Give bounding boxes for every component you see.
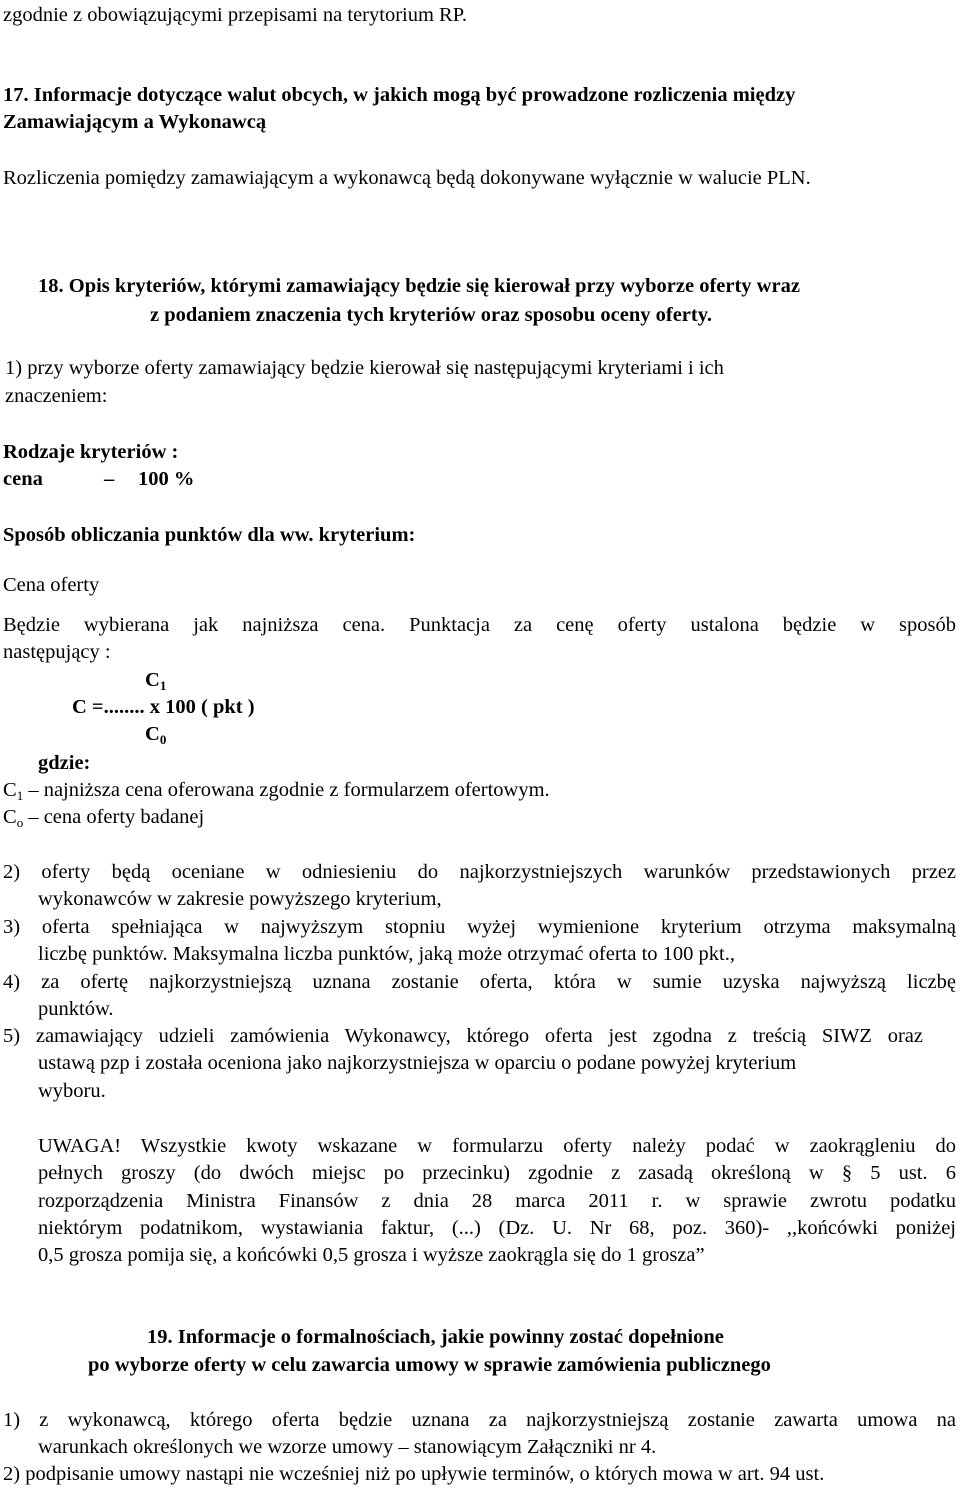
point-2-cont: wykonawców w zakresie powyższego kryterium, xyxy=(38,888,442,910)
s19-point-1: 1) z wykonawcą, którego oferta będzie uznana za najkorzystniejszą zostanie zawarta umowa na xyxy=(3,1409,956,1431)
section-18-title: 18. Opis kryteriów, którymi zamawiający będzie się kierował przy wyborze oferty wraz xyxy=(38,275,800,297)
note-line-3: rozporządzenia Ministra Finansów z dnia 28 marca 2011 r. w sprawie zwrotu podatku xyxy=(38,1190,956,1212)
formula-denominator-sub: 0 xyxy=(159,732,167,747)
section-19-title: 19. Informacje o formalnościach, jakie powinny zostać dopełnione xyxy=(147,1326,724,1348)
criteria-weight: 100 % xyxy=(138,468,195,490)
formula-denominator xyxy=(145,722,166,746)
criteria-intro: 1) przy wyborze oferty zamawiający będzie kierował się następującymi kryteriami i ich xyxy=(5,357,724,379)
section-17-body: Rozliczenia pomiędzy zamawiającym a wykonawcą będą dokonywane wyłącznie w walucie PLN. xyxy=(3,167,811,189)
point-3-cont: liczbę punktów. Maksymalna liczba punktów, jaką może otrzymać oferta to 100 pkt., xyxy=(38,943,735,965)
definition-co-sub: o xyxy=(16,815,24,830)
point-2: 2) oferty będą oceniane w odniesieniu do najkorzystniejszych warunków przedstawionych przez xyxy=(3,861,956,883)
point-4: 4) za ofertę najkorzystniejszą uznana zostanie oferta, która w sumie uzyska najwyższą liczbę xyxy=(3,971,956,993)
formula-denominator-letter: C xyxy=(145,723,160,745)
formula-numerator-sub: 1 xyxy=(159,678,167,693)
point-5-cont2: wyboru. xyxy=(38,1080,106,1102)
s19-point-1-cont: warunkach określonych we wzorze umowy – stanowiącym Załączniki nr 4. xyxy=(38,1436,657,1458)
note-line-4: niektórym podatnikom, wystawiania faktur, (...) (Dz. U. Nr 68, poz. 360)- ,,końcówki poniżej xyxy=(38,1217,956,1239)
criteria-heading: Rodzaje kryteriów : xyxy=(3,441,179,463)
definition-co xyxy=(3,805,204,829)
note-line-1: UWAGA! Wszystkie kwoty wskazane w formularzu oferty należy podać w zaokrągleniu do xyxy=(38,1135,956,1157)
formula-numerator xyxy=(145,668,166,692)
formula-main: C =........ x 100 ( pkt ) xyxy=(72,696,255,718)
rule-text-cont: następujący : xyxy=(3,641,111,663)
definition-co-letter: C xyxy=(3,806,17,828)
rule-text: Będzie wybierana jak najniższa cena. Punktacja za cenę oferty ustalona będzie w sposób xyxy=(3,614,956,636)
definition-c1-text: – najniższa cena oferowana zgodnie z formularzem ofertowym. xyxy=(23,779,550,801)
criteria-name: cena xyxy=(3,468,43,490)
intro-line: zgodnie z obowiązującymi przepisami na terytorium RP. xyxy=(3,4,467,26)
section-17-title-cont: Zamawiającym a Wykonawcą xyxy=(3,111,267,133)
point-3: 3) oferta spełniająca w najwyższym stopniu wyżej wymienione kryterium otrzyma maksymalną xyxy=(3,916,956,938)
criteria-dash: – xyxy=(104,468,115,490)
point-4-cont: punktów. xyxy=(38,998,114,1020)
point-5-cont: ustawą pzp i została oceniona jako najkorzystniejsza w oparciu o podane powyżej kryterium xyxy=(38,1052,797,1074)
definition-c1-sub: 1 xyxy=(16,788,24,803)
definition-c1-letter: C xyxy=(3,779,17,801)
calc-heading: Sposób obliczania punktów dla ww. kryterium: xyxy=(3,524,416,546)
note-line-5: 0,5 grosza pomija się, a końcówki 0,5 grosza i wyższe zaokrągla się do 1 grosza” xyxy=(38,1244,705,1266)
section-17-title: 17. Informacje dotyczące walut obcych, w jakich mogą być prowadzone rozliczenia między xyxy=(3,84,796,106)
note-line-2: pełnych groszy (do dwóch miejsc po przecinku) zgodnie z zasadą określoną w § 5 ust. 6 xyxy=(38,1162,956,1184)
s19-point-2: 2) podpisanie umowy nastąpi nie wcześniej niż po upływie terminów, o których mowa w art. 94 ust. xyxy=(3,1463,825,1485)
definition-co-text: – cena oferty badanej xyxy=(23,806,205,828)
section-19-title-cont: po wyborze oferty w celu zawarcia umowy w sprawie zamówienia publicznego xyxy=(88,1354,771,1376)
price-label: Cena oferty xyxy=(3,574,100,596)
where-label: gdzie: xyxy=(38,752,91,774)
criteria-intro-cont: znaczeniem: xyxy=(5,385,108,407)
definition-c1 xyxy=(3,778,550,802)
section-18-title-cont: z podaniem znaczenia tych kryteriów oraz sposobu oceny oferty. xyxy=(150,304,712,326)
formula-numerator-letter: C xyxy=(145,669,160,691)
point-5: 5) zamawiający udzieli zamówienia Wykonawcy, którego oferta jest zgodna z treścią SIWZ oraz xyxy=(3,1025,923,1047)
